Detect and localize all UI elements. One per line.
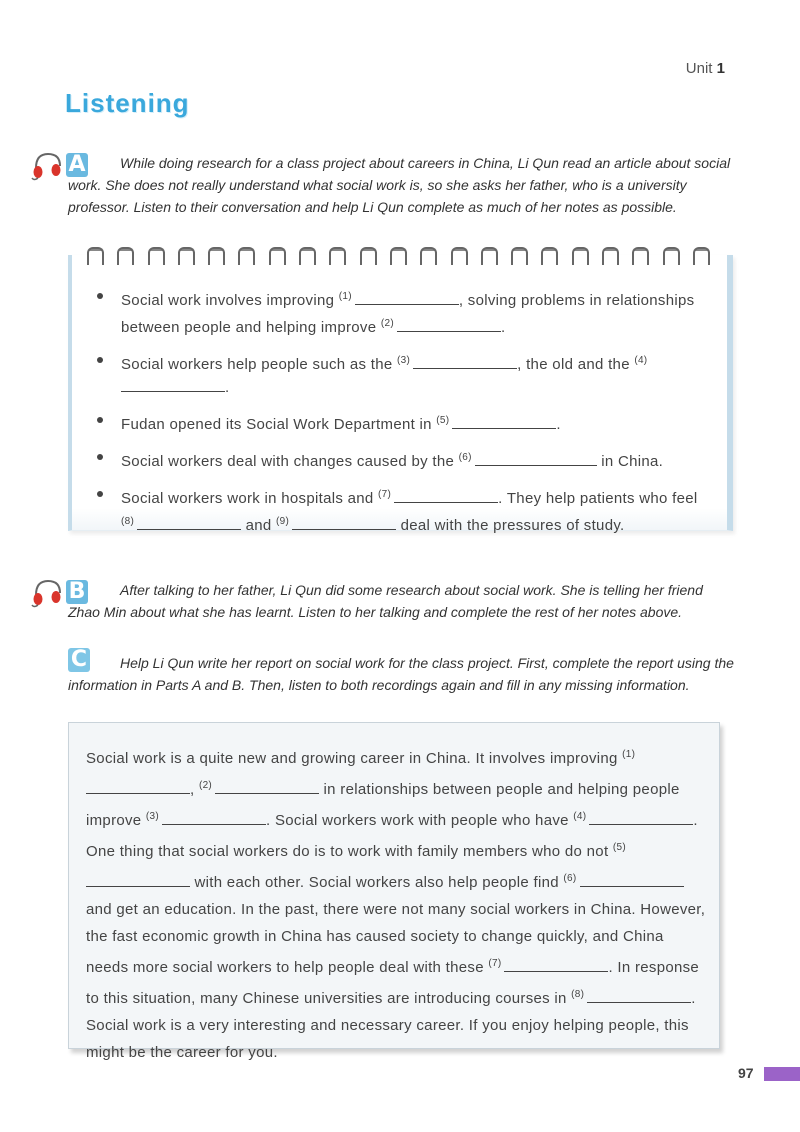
notebook-ring bbox=[632, 247, 649, 265]
text-segment: Social workers help people such as the bbox=[121, 356, 398, 373]
blank-number: (2) bbox=[380, 318, 394, 329]
answer-blank[interactable] bbox=[397, 317, 501, 332]
blank-number: (7) bbox=[488, 958, 502, 969]
text-segment: with each other. Social workers also help people find bbox=[190, 874, 564, 891]
notebook-ring bbox=[572, 247, 589, 265]
part-b-instructions: After talking to her father, Li Qun did some research about social work. She is telling her friend Zhao Min about what she has learnt. Listen to her talking and complete the rest of her notes above. bbox=[68, 582, 703, 620]
text-segment: in China. bbox=[596, 453, 664, 470]
notebook-ring bbox=[451, 247, 468, 265]
text-segment: Social workers work in hospitals and bbox=[121, 490, 379, 507]
notebook-ring bbox=[178, 247, 195, 265]
answer-blank[interactable] bbox=[86, 779, 190, 794]
blank-number: (1) bbox=[622, 749, 636, 760]
page-number: 97 bbox=[738, 1065, 754, 1081]
notebook-ring bbox=[87, 247, 104, 265]
unit-label bbox=[686, 60, 725, 77]
blank-number: (3) bbox=[397, 355, 411, 366]
unit-number: 1 bbox=[716, 60, 725, 77]
headphones-icon bbox=[30, 148, 64, 182]
headphones-icon bbox=[30, 575, 64, 609]
text-segment: Fudan opened its Social Work Department in bbox=[121, 416, 437, 433]
answer-blank[interactable] bbox=[587, 988, 691, 1003]
text-segment: Social work is a quite new and growing career in China. It involves improving bbox=[86, 750, 623, 767]
notebook-ring bbox=[420, 247, 437, 265]
notebook-ring bbox=[299, 247, 316, 265]
notebook-ring bbox=[208, 247, 225, 265]
text-segment: . bbox=[500, 319, 506, 336]
part-c-instructions: Help Li Qun write her report on social work for the class project. First, complete the report using the information in Parts A and B. Then, listen to both recordings again and fill in any missing information. bbox=[68, 655, 734, 693]
answer-blank[interactable] bbox=[137, 515, 241, 530]
part-c bbox=[30, 647, 734, 718]
note-item bbox=[92, 446, 712, 473]
answer-blank[interactable] bbox=[394, 488, 498, 503]
note-item bbox=[92, 285, 712, 339]
blank-number: (6) bbox=[563, 873, 577, 884]
notebook-ring bbox=[693, 247, 710, 265]
notebook-ring bbox=[269, 247, 286, 265]
blank-number: (5) bbox=[612, 842, 626, 853]
note-item bbox=[92, 483, 712, 537]
part-a-letter: A bbox=[66, 153, 88, 177]
notebook-ring bbox=[390, 247, 407, 265]
answer-blank[interactable] bbox=[292, 515, 396, 530]
text-segment: , bbox=[190, 781, 199, 798]
blank-number: (7) bbox=[378, 489, 392, 500]
answer-blank[interactable] bbox=[355, 290, 459, 305]
section-title: Listening bbox=[65, 88, 190, 118]
notebook-ring bbox=[238, 247, 255, 265]
text-segment: in relationships between people and helping people improve bbox=[86, 781, 680, 829]
blank-number: (2) bbox=[198, 780, 213, 791]
answer-blank[interactable] bbox=[504, 957, 608, 972]
text-segment: . They help patients who feel bbox=[498, 490, 698, 507]
notebook-ring bbox=[360, 247, 377, 265]
notebook-ring bbox=[541, 247, 558, 265]
unit-prefix: Unit bbox=[685, 60, 713, 77]
part-a bbox=[30, 148, 731, 240]
part-b bbox=[30, 575, 720, 625]
blank-number: (4) bbox=[634, 355, 648, 366]
notebook-ring bbox=[117, 247, 134, 265]
text-segment: . One thing that social workers do is to work with family members who do not bbox=[86, 812, 698, 860]
notebook-ring bbox=[329, 247, 346, 265]
answer-blank[interactable] bbox=[162, 810, 266, 825]
answer-blank[interactable] bbox=[452, 414, 556, 429]
text-segment: and bbox=[241, 517, 276, 534]
notebook-rings bbox=[87, 247, 710, 265]
text-segment: . In response to this situation, many Chinese universities are introducing courses in bbox=[86, 959, 700, 1007]
blank-number: (4) bbox=[573, 811, 587, 822]
notebook-ring bbox=[481, 247, 498, 265]
text-segment: . Social workers work with people who have bbox=[266, 812, 574, 829]
answer-blank[interactable] bbox=[215, 779, 319, 794]
blank-number: (5) bbox=[436, 415, 450, 426]
part-c-letter: C bbox=[68, 648, 90, 672]
text-segment: Social workers deal with changes caused by the bbox=[121, 453, 459, 470]
notebook-ring bbox=[663, 247, 680, 265]
text-segment: . bbox=[225, 379, 230, 396]
blank-number: (8) bbox=[571, 989, 585, 1000]
notebook-ring bbox=[511, 247, 528, 265]
text-segment: deal with the pressures of study. bbox=[396, 517, 625, 534]
note-item bbox=[92, 409, 712, 436]
answer-blank[interactable] bbox=[580, 872, 684, 887]
blank-number: (9) bbox=[276, 516, 290, 527]
text-segment: . bbox=[556, 416, 561, 433]
blank-number: (1) bbox=[338, 291, 352, 302]
blank-number: (8) bbox=[121, 516, 135, 527]
note-item bbox=[92, 349, 712, 399]
answer-blank[interactable] bbox=[475, 451, 597, 466]
notebook-notes bbox=[68, 255, 733, 534]
page-color-bar bbox=[764, 1067, 800, 1081]
text-segment: . Social work is a very interesting and necessary career. If you enjoy helping people, this might be the career for you. bbox=[86, 990, 696, 1061]
part-b-letter: B bbox=[66, 580, 88, 604]
text-segment: Social work involves improving bbox=[121, 292, 339, 309]
notebook-ring bbox=[602, 247, 619, 265]
answer-blank[interactable] bbox=[121, 377, 225, 392]
answer-blank[interactable] bbox=[86, 872, 190, 887]
part-a-instructions: While doing research for a class project about careers in China, Li Qun read an article about social work. She does not really understand what social work is, so she asks her father, who is a university professor. Listen to their conversation and help Li Qun complete as much of her notes as possible. bbox=[68, 155, 731, 215]
report-text bbox=[86, 741, 706, 1066]
blank-number: (3) bbox=[145, 811, 160, 822]
text-segment: , solving problems in relationships between people and helping improve bbox=[121, 292, 695, 336]
text-segment: and get an education. In the past, there were not many social workers in China. However, the fast economic growth in China has caused society to change quickly, and China needs more social workers to help people deal with these bbox=[86, 901, 706, 976]
notebook-ring bbox=[148, 247, 165, 265]
answer-blank[interactable] bbox=[589, 810, 693, 825]
answer-blank[interactable] bbox=[413, 354, 517, 369]
blank-number: (6) bbox=[458, 452, 472, 463]
text-segment: , the old and the bbox=[517, 356, 635, 373]
notes-list bbox=[92, 285, 712, 547]
report-box bbox=[68, 722, 720, 1061]
